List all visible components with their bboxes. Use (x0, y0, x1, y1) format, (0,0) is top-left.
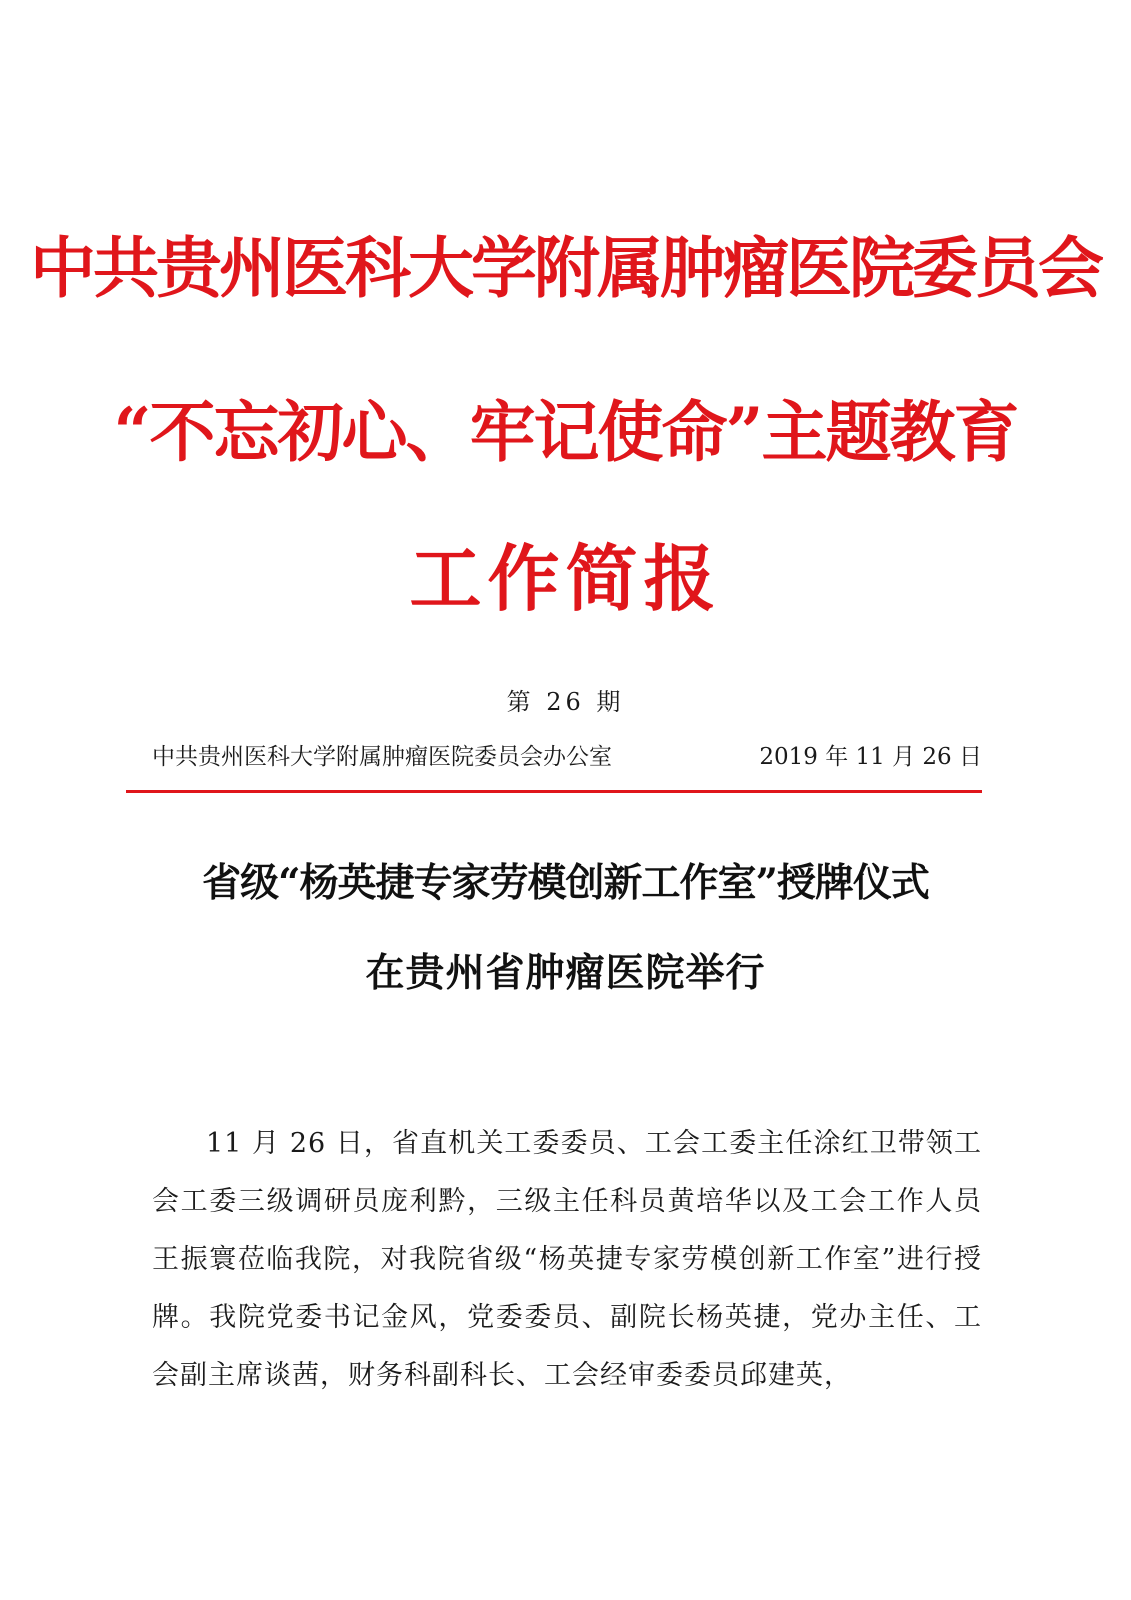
masthead-bulletin-title: 工作简报 (409, 536, 722, 621)
masthead-organization: 中共贵州医科大学附属肿瘤医院委员会 (30, 229, 1101, 307)
article-paragraph: 11 月 26 日，省直机关工委委员、工会工委主任涂红卫带领工会工委三级调研员庞利黔，三级主任科员黄培华以及工会工作人员王振寰莅临我院，对我院省级“杨英捷专家劳模创新工作室”进行授牌。我院党委书记金风，党委委员、副院长杨英捷，党办主任、工会副主席谈茜，财务科副科长、工会经审委委员邱建英， (152, 1128, 982, 1391)
article-title-line1: 省级“杨英捷专家劳模创新工作室”授牌仪式 (202, 860, 929, 906)
issuer-office: 中共贵州医科大学附属肿瘤医院委员会办公室 (152, 744, 612, 770)
masthead-theme: “不忘初心、牢记使命”主题教育 (113, 393, 1018, 471)
article-title-line2: 在贵州省肿瘤医院举行 (365, 950, 766, 996)
issue-number: 第 26 期 (506, 688, 625, 716)
red-divider (126, 790, 982, 793)
issue-date: 2019 年 11 月 26 日 (759, 744, 982, 770)
